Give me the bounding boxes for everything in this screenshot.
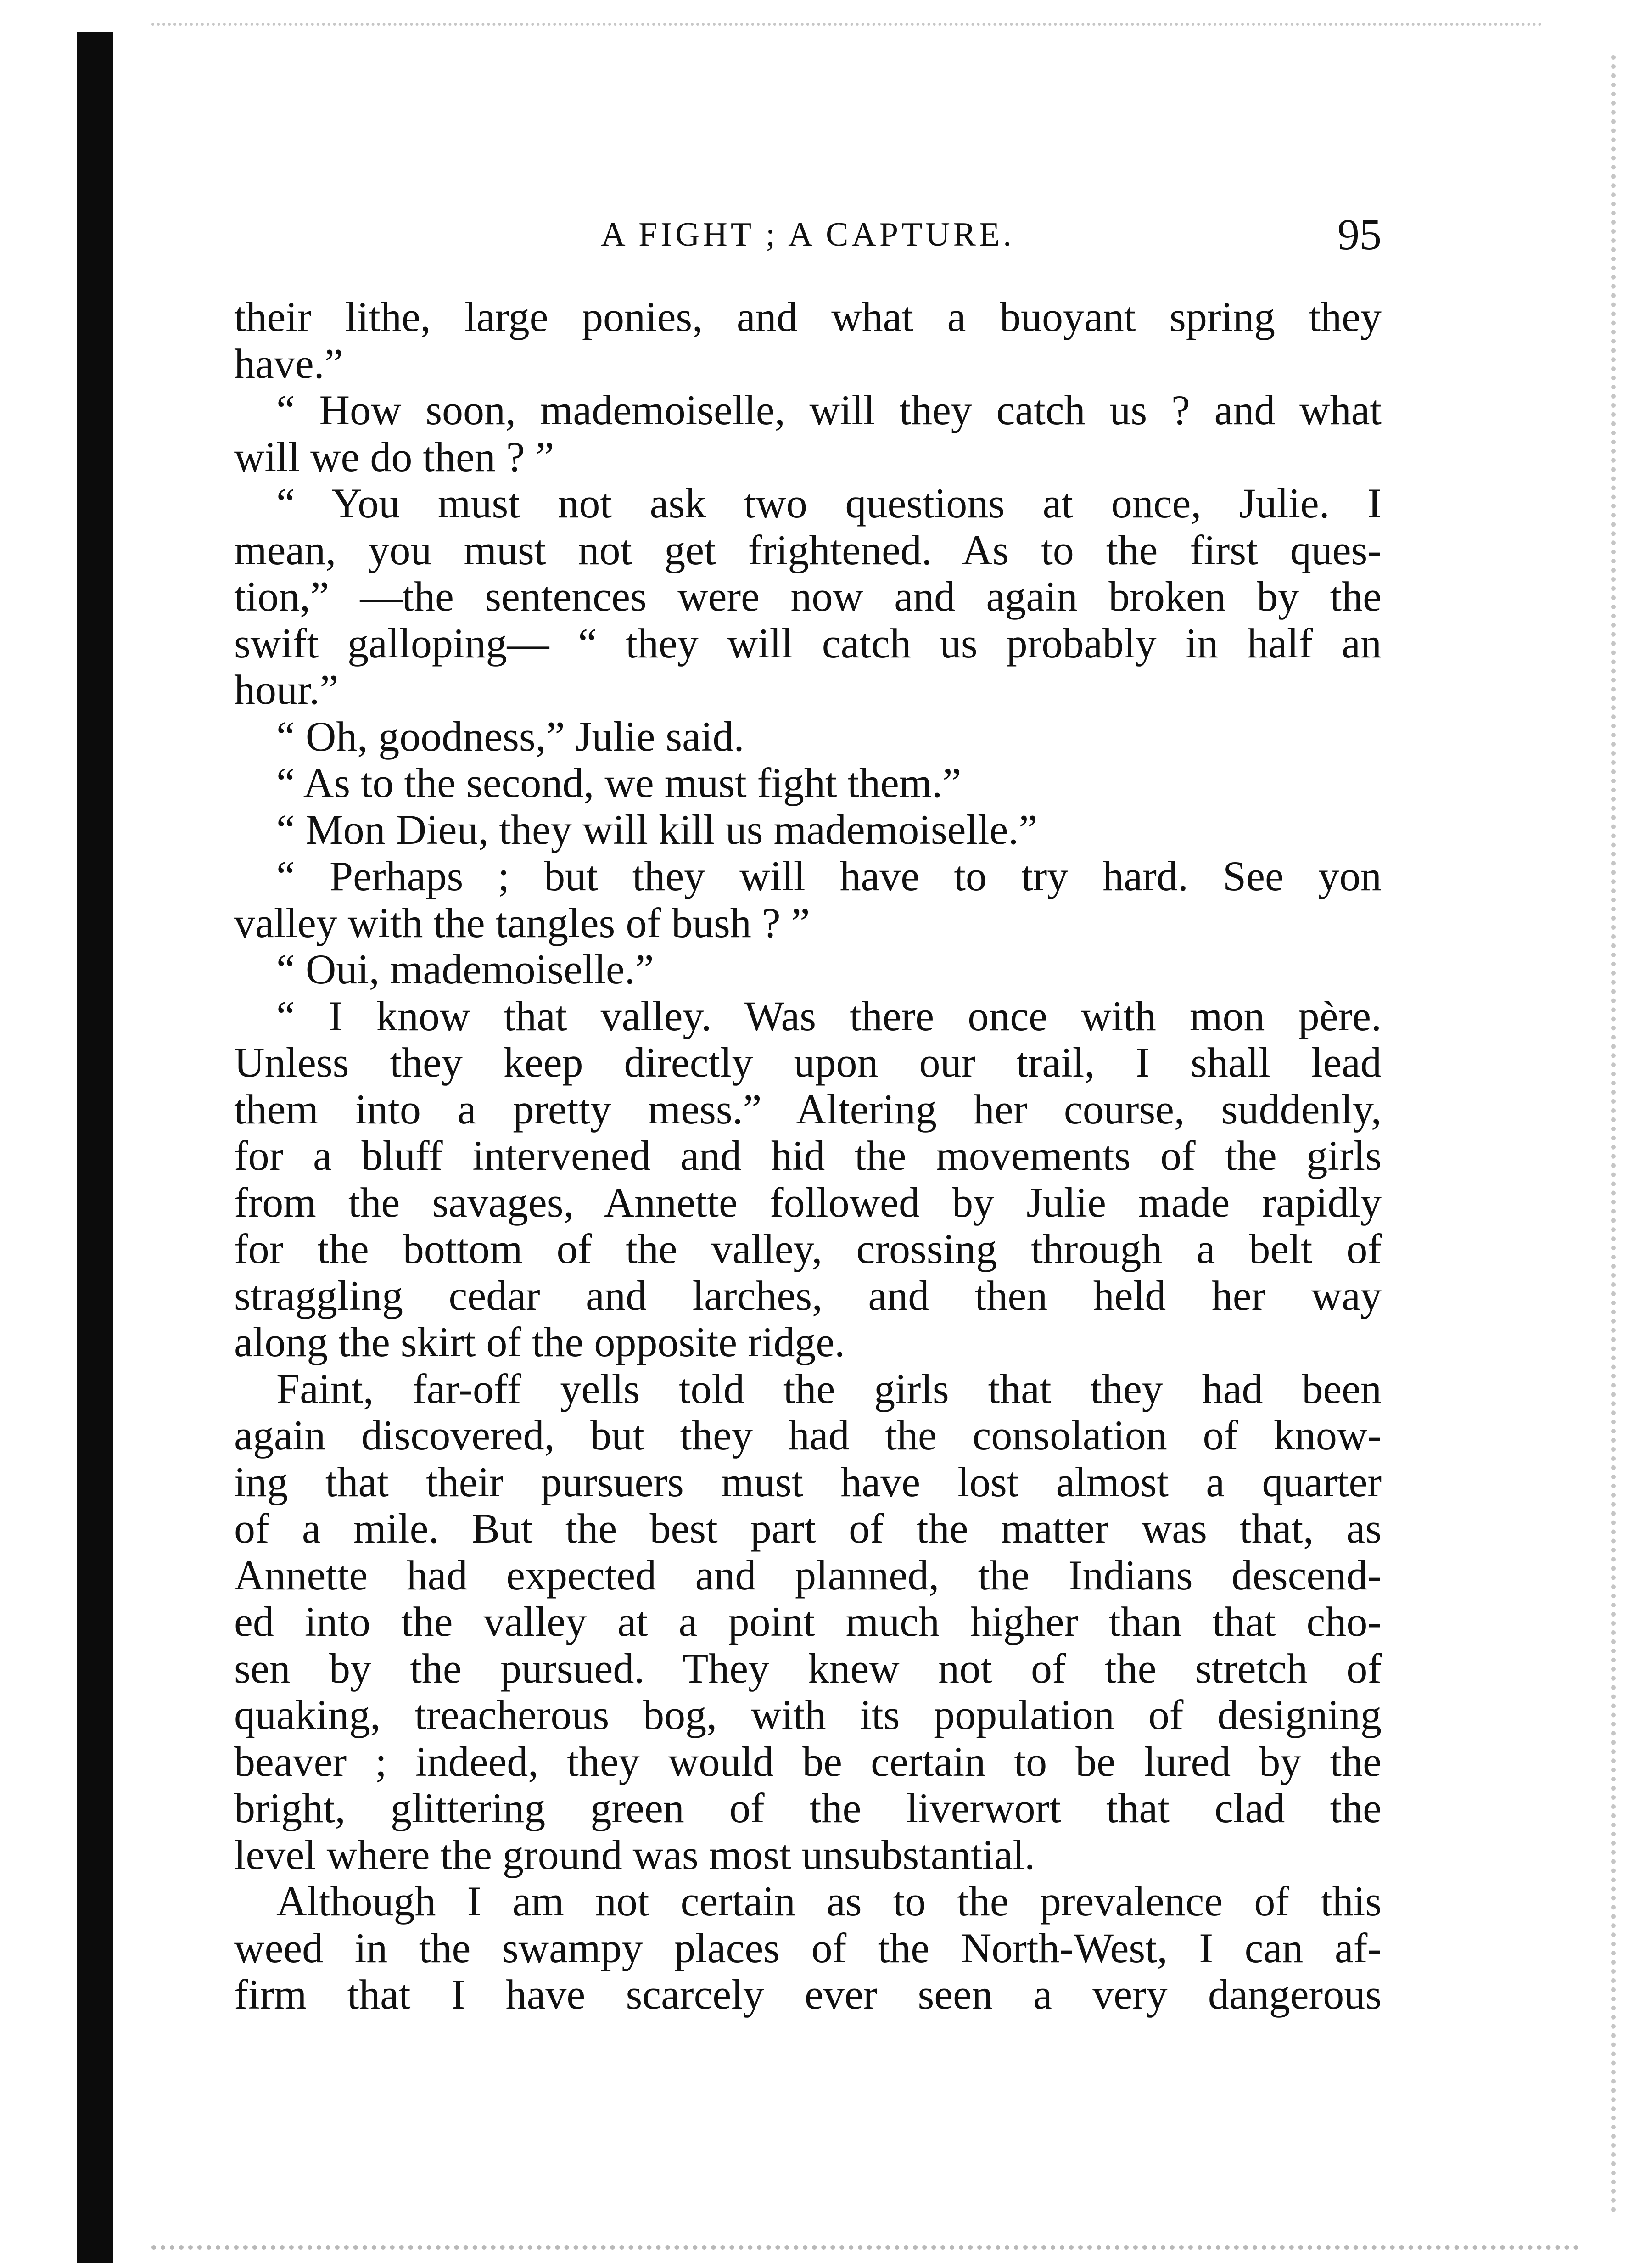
text-line: for the bottom of the valley, crossing through a belt of: [234, 1225, 1382, 1272]
text-line: “ Mon Dieu, they will kill us mademoiselle.”: [276, 806, 1038, 853]
text-line: Faint, far-off yells told the girls that they had been: [276, 1365, 1382, 1412]
page-number: 95: [1337, 210, 1382, 259]
text-line: ing that their pursuers must have lost almost a quarter: [234, 1458, 1382, 1505]
page-body: [234, 294, 1382, 2018]
text-line: bright, glittering green of the liverwort that clad the: [234, 1785, 1382, 1831]
text-line: valley with the tangles of bush ? ”: [234, 899, 810, 946]
text-line: ed into the valley at a point much higher than that cho-: [234, 1598, 1382, 1645]
text-line: sen by the pursued. They knew not of the stretch of: [234, 1645, 1382, 1692]
text-line: tion,” —the sentences were now and again broken by the: [234, 573, 1382, 620]
text-line: from the savages, Annette followed by Julie made rapidly: [234, 1179, 1382, 1226]
text-line: “ Oh, goodness,” Julie said.: [276, 713, 744, 760]
text-line: beaver ; indeed, they would be certain to be lured by the: [234, 1738, 1382, 1785]
text-line: Although I am not certain as to the prevalence of this: [276, 1878, 1382, 1925]
text-line: have.”: [234, 340, 343, 387]
scan-noise-top: [151, 23, 1542, 53]
text-line: Annette had expected and planned, the Indians descend-: [234, 1551, 1382, 1599]
text-line: weed in the swampy places of the North-West, I can af-: [234, 1924, 1382, 1971]
running-title: A FIGHT ; A CAPTURE.: [601, 216, 1015, 253]
text-line: “ I know that valley. Was there once with mon père.: [276, 992, 1382, 1039]
text-line: again discovered, but they had the consolation of know-: [234, 1412, 1382, 1459]
text-line: hour.”: [234, 666, 339, 713]
scan-noise-bottom: [151, 2213, 1579, 2250]
binding-edge: [77, 32, 113, 2263]
text-line: “ Perhaps ; but they will have to try hard. See yon: [276, 853, 1382, 899]
text-line: “ How soon, mademoiselle, will they catch us ? and what: [276, 387, 1382, 433]
text-line: level where the ground was most unsubstantial.: [234, 1831, 1035, 1878]
text-line: along the skirt of the opposite ridge.: [234, 1319, 845, 1365]
running-head: [234, 205, 1382, 264]
text-line: firm that I have scarcely ever seen a very dangerous: [234, 1971, 1382, 2018]
text-line: for a bluff intervened and hid the movements of the girls: [234, 1132, 1382, 1179]
text-line: “ Oui, mademoiselle.”: [276, 946, 654, 993]
text-line: quaking, treacherous bog, with its population of designing: [234, 1691, 1382, 1738]
text-line: of a mile. But the best part of the matter was that, as: [234, 1505, 1382, 1552]
text-line: will we do then ? ”: [234, 433, 554, 480]
text-line: them into a pretty mess.” Altering her course, suddenly,: [234, 1085, 1382, 1133]
text-line: “ You must not ask two questions at once, Julie. I: [276, 480, 1382, 527]
text-line: their lithe, large ponies, and what a buoyant spring they: [234, 293, 1382, 340]
text-line: Unless they keep directly upon our trail, I shall lead: [234, 1039, 1382, 1086]
text-line: mean, you must not get frightened. As to the first ques-: [234, 526, 1382, 573]
text-line: swift galloping— “ they will catch us probably in half an: [234, 619, 1382, 667]
scan-noise-right: [1556, 55, 1616, 2213]
text-line: straggling cedar and larches, and then held her way: [234, 1272, 1382, 1319]
text-line: “ As to the second, we must fight them.”: [276, 759, 962, 806]
